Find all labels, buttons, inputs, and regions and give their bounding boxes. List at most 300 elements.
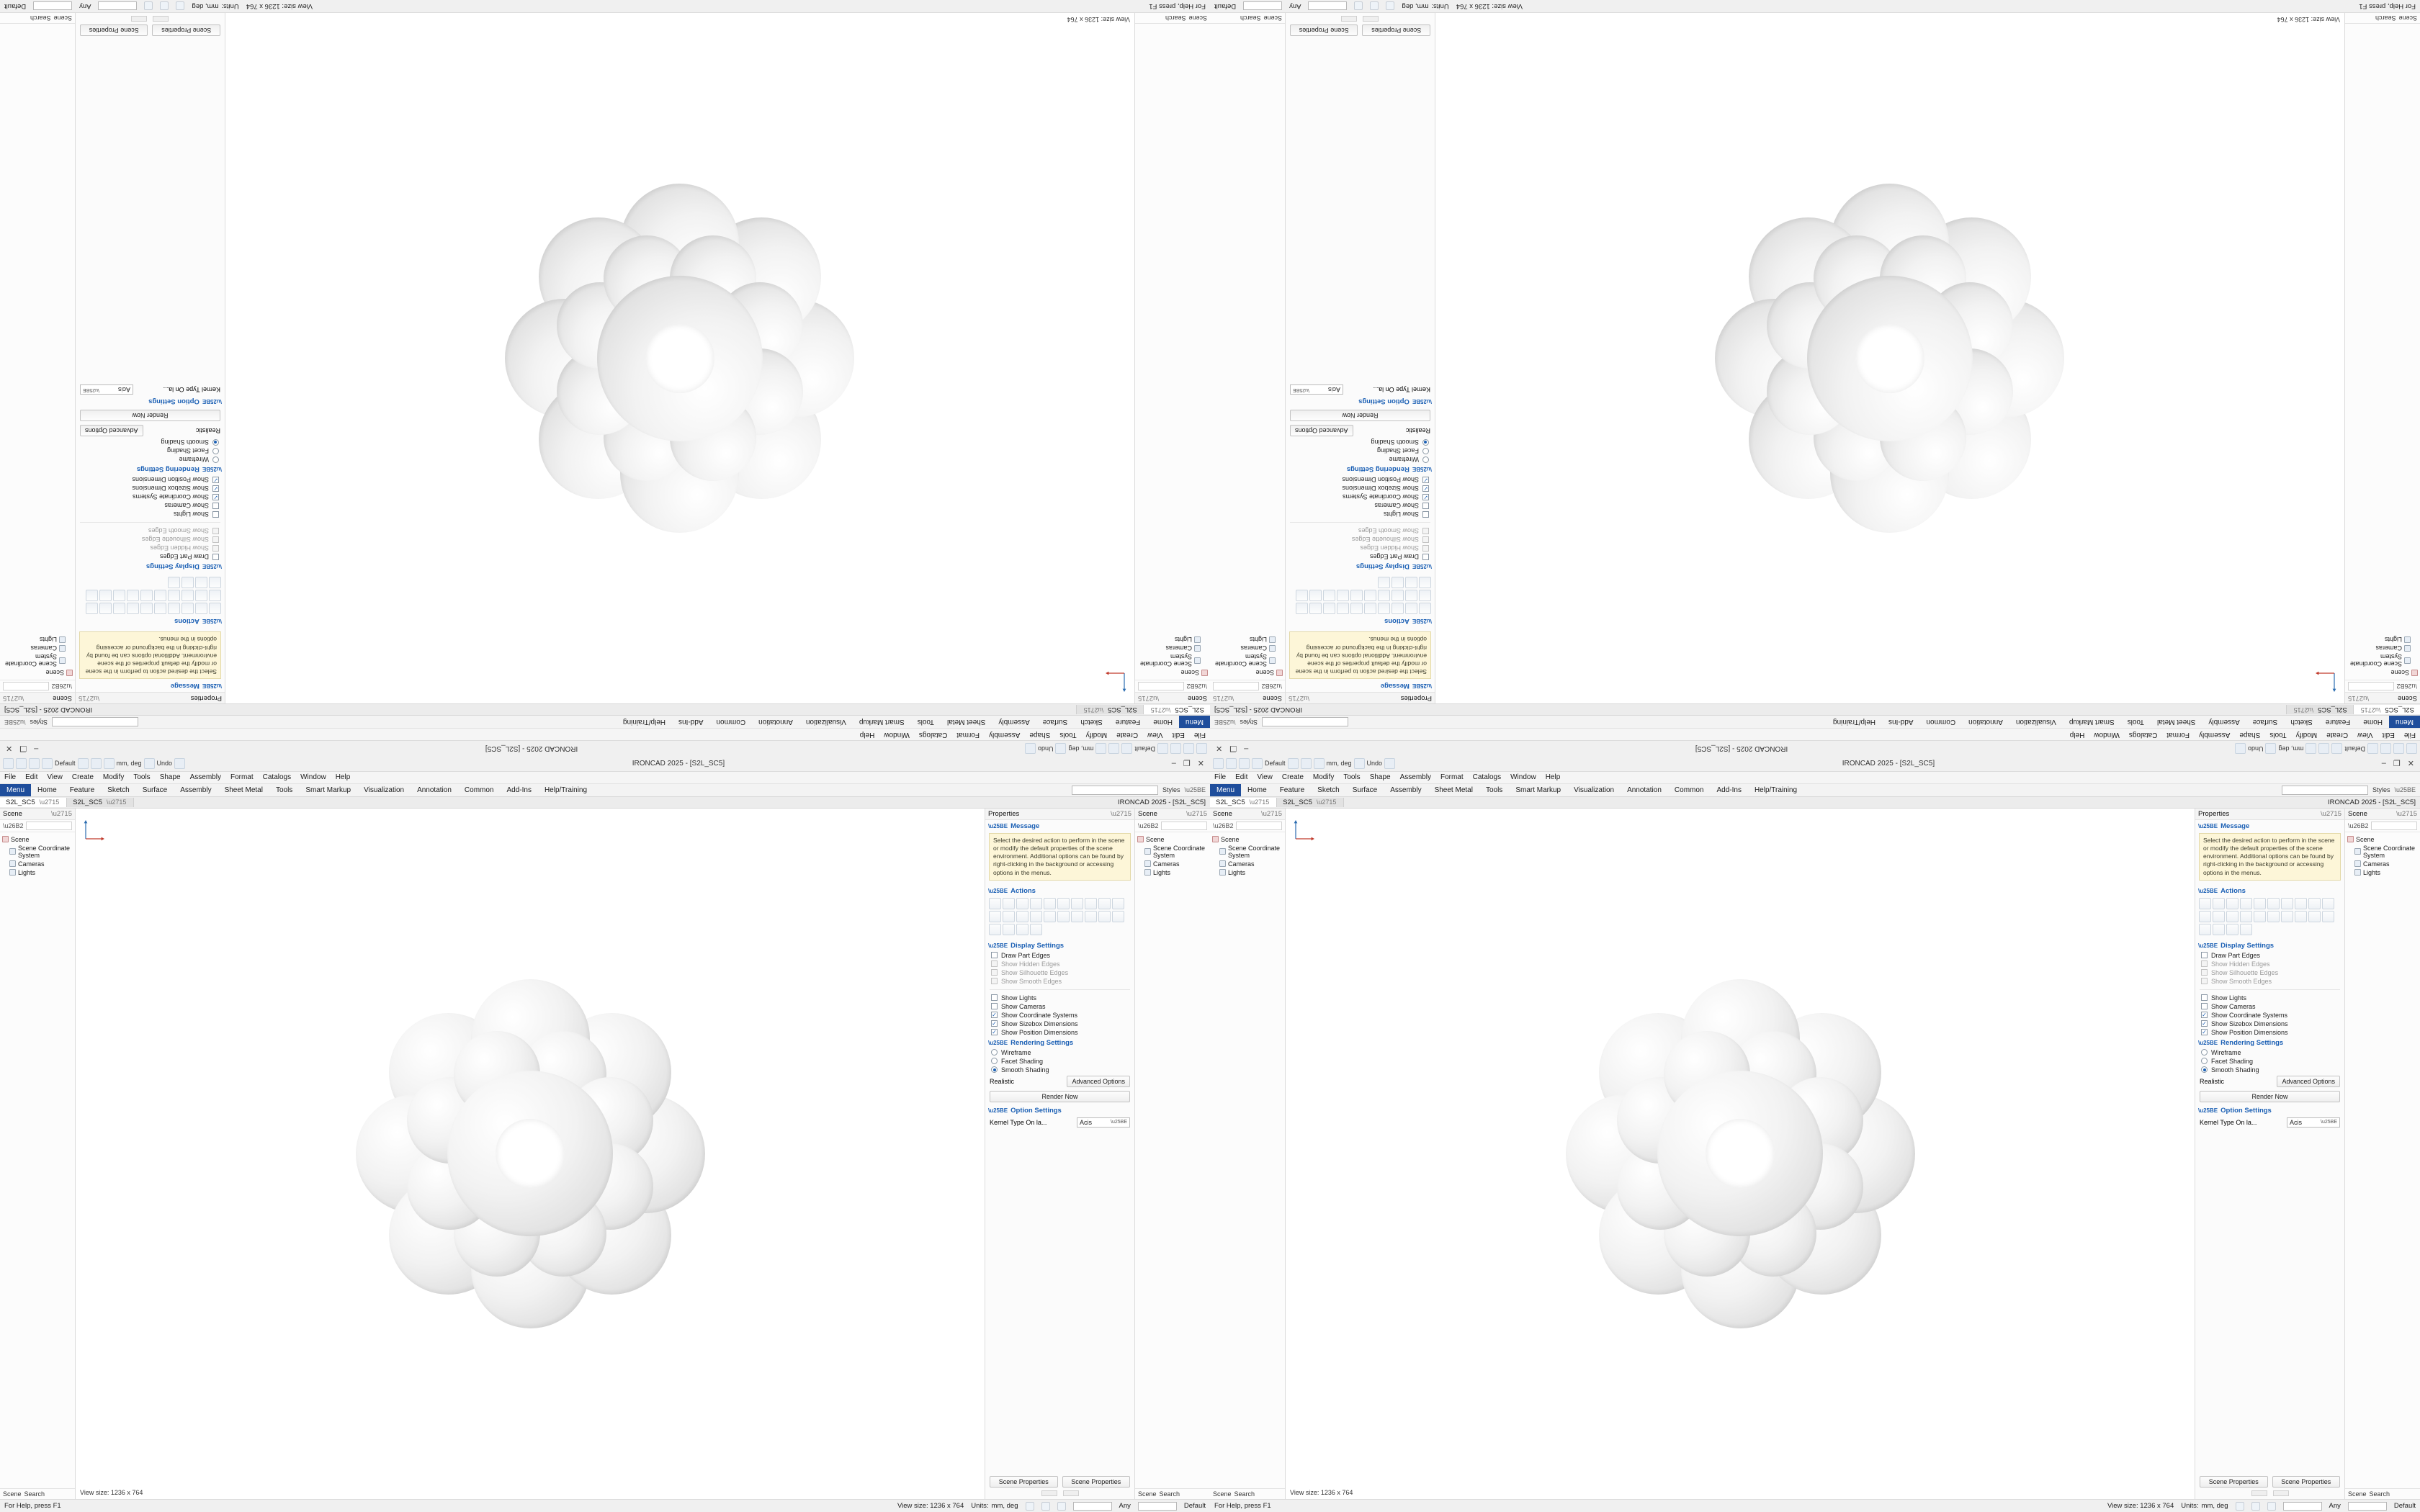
menu-item-help[interactable]: Help bbox=[335, 773, 351, 782]
open-icon[interactable] bbox=[1226, 758, 1237, 769]
tab-assembly[interactable]: Assembly bbox=[1390, 786, 1422, 794]
chevron-down-icon[interactable] bbox=[1288, 758, 1299, 769]
style-input[interactable] bbox=[1243, 1, 1282, 10]
tab-help-training[interactable]: Help/Training bbox=[544, 786, 588, 794]
new-icon[interactable] bbox=[1196, 743, 1207, 754]
checkbox[interactable] bbox=[1422, 511, 1429, 518]
chevron-down-icon[interactable]: \u25BE bbox=[202, 618, 222, 625]
loft-icon[interactable] bbox=[195, 590, 207, 601]
tree-item-lights[interactable] bbox=[2347, 868, 2418, 877]
scene-panel-right-footer[interactable] bbox=[1210, 13, 1285, 24]
tree-item-coordinate-system[interactable] bbox=[1212, 844, 1283, 860]
menu-item-view[interactable]: View bbox=[2357, 730, 2373, 739]
tab-visualization[interactable]: Visualization bbox=[805, 718, 846, 726]
advanced-options-button[interactable]: Advanced Options bbox=[80, 425, 143, 436]
mirror-icon[interactable] bbox=[2254, 898, 2266, 909]
tab-menu[interactable]: Menu bbox=[1179, 716, 1210, 728]
menu-item-edit[interactable]: Edit bbox=[1172, 730, 1185, 739]
chevron-down-icon[interactable]: \u25BE bbox=[2321, 1120, 2337, 1125]
chevron-down-icon[interactable]: \u25BE bbox=[1412, 466, 1432, 473]
footer-tab-scene[interactable]: Scene bbox=[3, 1490, 22, 1498]
dock-handle[interactable] bbox=[153, 16, 169, 22]
tab-sheet-metal[interactable]: Sheet Metal bbox=[2157, 718, 2196, 726]
dimension-icon[interactable] bbox=[1085, 911, 1097, 922]
radio[interactable] bbox=[2201, 1049, 2208, 1056]
scene-search[interactable] bbox=[2345, 680, 2420, 692]
tab-common[interactable]: Common bbox=[716, 718, 746, 726]
menu-item-create[interactable]: Create bbox=[71, 773, 94, 782]
revolve-icon[interactable] bbox=[1112, 898, 1124, 909]
scene-tree[interactable] bbox=[2345, 632, 2420, 680]
display-settings-header[interactable] bbox=[985, 940, 1134, 951]
tab-surface[interactable]: Surface bbox=[2252, 718, 2278, 726]
redo-icon[interactable] bbox=[104, 758, 115, 769]
menu-item-view[interactable]: View bbox=[1257, 773, 1273, 782]
tree-item-cameras[interactable] bbox=[2, 860, 73, 868]
ribbon-tab-bar[interactable] bbox=[1210, 784, 2420, 797]
tab-annotation[interactable]: Annotation bbox=[1627, 786, 1662, 794]
close-icon[interactable]: \u2715 bbox=[1213, 694, 1234, 703]
3d-viewport[interactable] bbox=[1435, 13, 2344, 703]
render-icon[interactable] bbox=[195, 577, 207, 588]
menu-item-tools[interactable]: Tools bbox=[1343, 773, 1361, 782]
status-units[interactable] bbox=[1402, 2, 1448, 10]
extrude-icon[interactable] bbox=[1098, 898, 1111, 909]
redo-icon[interactable] bbox=[1095, 743, 1106, 754]
menu-item-help[interactable]: Help bbox=[2069, 730, 2085, 739]
mirror-icon[interactable] bbox=[1364, 603, 1376, 614]
status-units[interactable] bbox=[2181, 1502, 2228, 1510]
undo-icon[interactable] bbox=[1108, 743, 1119, 754]
tab-feature[interactable]: Feature bbox=[1279, 786, 1305, 794]
chevron-down-icon[interactable]: \u25BE bbox=[2198, 1107, 2218, 1114]
model-flower-part[interactable] bbox=[1589, 1002, 1891, 1305]
tree-item-coordinate-system[interactable] bbox=[2347, 652, 2418, 668]
search-input[interactable] bbox=[1236, 822, 1282, 830]
menu-item-format[interactable]: Format bbox=[2166, 730, 2190, 739]
menu-item-assembly[interactable]: Assembly bbox=[189, 773, 221, 782]
footer-tab-scene[interactable]: Scene bbox=[1213, 1490, 1232, 1498]
menu-item-modify[interactable]: Modify bbox=[1312, 773, 1335, 782]
sketch-icon[interactable] bbox=[2281, 911, 2293, 922]
scene-search-right[interactable] bbox=[1135, 820, 1210, 832]
ortho-icon[interactable] bbox=[1057, 1502, 1066, 1511]
tree-item-scene[interactable] bbox=[1137, 835, 1208, 844]
chamfer-icon[interactable] bbox=[1044, 911, 1056, 922]
tree-item-cameras[interactable] bbox=[2347, 644, 2418, 652]
radio-smooth-shading[interactable] bbox=[985, 1066, 1134, 1074]
menu-item-catalogs[interactable]: Catalogs bbox=[2128, 730, 2158, 739]
menu-item-help[interactable]: Help bbox=[1545, 773, 1561, 782]
radio-wireframe[interactable] bbox=[1286, 455, 1435, 464]
open-icon[interactable] bbox=[16, 758, 27, 769]
sweep-icon[interactable] bbox=[2199, 911, 2211, 922]
window-controls[interactable] bbox=[1213, 744, 1248, 753]
scene-properties-button[interactable]: Scene Properties bbox=[1363, 24, 1431, 36]
move-icon[interactable] bbox=[1003, 898, 1015, 909]
render-now-button[interactable]: Render Now bbox=[2200, 1091, 2340, 1102]
search-input[interactable] bbox=[3, 682, 49, 690]
tab-annotation[interactable]: Annotation bbox=[758, 718, 793, 726]
display-settings-header[interactable] bbox=[76, 561, 225, 572]
radio-wireframe[interactable] bbox=[76, 455, 225, 464]
chevron-down-icon[interactable]: \u25BE bbox=[202, 398, 222, 405]
tree-item-coordinate-system[interactable] bbox=[1137, 652, 1208, 668]
tab-sketch[interactable]: Sketch bbox=[1080, 718, 1103, 726]
quick-access-toolbar[interactable] bbox=[2235, 743, 2417, 754]
grid-icon[interactable] bbox=[160, 1, 169, 10]
render-icon[interactable] bbox=[1003, 924, 1015, 935]
quick-access-toolbar[interactable] bbox=[3, 758, 185, 769]
tree-item-coordinate-system[interactable] bbox=[1137, 844, 1208, 860]
scene-search[interactable] bbox=[0, 820, 75, 832]
ortho-icon[interactable] bbox=[1354, 1, 1363, 10]
align-icon[interactable] bbox=[127, 603, 139, 614]
tab-home[interactable]: Home bbox=[1153, 718, 1173, 726]
checkbox[interactable] bbox=[212, 494, 219, 500]
camera-icon[interactable] bbox=[1016, 924, 1028, 935]
footer-tab-search[interactable]: Search bbox=[24, 1490, 45, 1498]
maximize-button[interactable]: ❐ bbox=[2393, 759, 2401, 768]
chevron-down-icon[interactable]: \u25BE bbox=[1293, 387, 1309, 392]
light-icon[interactable] bbox=[2240, 924, 2252, 935]
actions-section-header[interactable] bbox=[1286, 616, 1435, 627]
message-section-header[interactable] bbox=[76, 680, 225, 692]
chevron-down-icon[interactable]: \u25BE bbox=[988, 1107, 1008, 1114]
checkbox[interactable] bbox=[212, 511, 219, 518]
new-icon[interactable] bbox=[3, 758, 14, 769]
radio[interactable] bbox=[991, 1066, 998, 1073]
tab-surface[interactable]: Surface bbox=[1352, 786, 1378, 794]
chevron-down-icon[interactable]: \u25BE bbox=[2198, 887, 2218, 894]
option-draw-part-edges[interactable] bbox=[985, 951, 1134, 960]
footer-tab-search[interactable]: Search bbox=[1165, 14, 1186, 22]
tab-assembly[interactable]: Assembly bbox=[998, 718, 1030, 726]
tree-item-lights[interactable] bbox=[2347, 635, 2418, 644]
styles-input[interactable] bbox=[2282, 786, 2368, 795]
3d-viewport[interactable] bbox=[76, 809, 985, 1499]
status-units[interactable] bbox=[192, 2, 238, 10]
ortho-icon[interactable] bbox=[2267, 1502, 2276, 1511]
dock-handle[interactable] bbox=[132, 16, 148, 22]
dimension-icon[interactable] bbox=[113, 590, 125, 601]
option-show-sizebox-dimensions[interactable] bbox=[1286, 484, 1435, 492]
message-section-header[interactable] bbox=[985, 820, 1134, 832]
option-show-position-dimensions[interactable] bbox=[985, 1028, 1134, 1037]
document-tab-secondary[interactable] bbox=[2286, 705, 2353, 714]
tab-feature[interactable]: Feature bbox=[69, 786, 95, 794]
menu-item-modify[interactable]: Modify bbox=[102, 773, 125, 782]
select-icon[interactable] bbox=[2199, 898, 2211, 909]
close-icon[interactable]: \u2715 bbox=[3, 694, 24, 703]
scene-tree-right[interactable] bbox=[1135, 832, 1210, 880]
radio-facet-shading[interactable] bbox=[1286, 446, 1435, 455]
radio[interactable] bbox=[1422, 456, 1429, 463]
scale-icon[interactable] bbox=[1378, 603, 1390, 614]
close-icon[interactable]: \u2715 bbox=[1260, 809, 1282, 818]
save-icon[interactable] bbox=[1170, 743, 1181, 754]
render-now-button[interactable]: Render Now bbox=[1290, 410, 1430, 421]
hole-icon[interactable] bbox=[2267, 911, 2280, 922]
close-icon[interactable]: \u2715 bbox=[2348, 694, 2370, 703]
tab-help-training[interactable]: Help/Training bbox=[1754, 786, 1798, 794]
option-draw-part-edges[interactable] bbox=[76, 552, 225, 561]
section-icon[interactable] bbox=[1419, 577, 1431, 588]
footer-tab-scene[interactable]: Scene bbox=[2398, 14, 2417, 22]
checkbox[interactable] bbox=[2201, 1020, 2208, 1027]
sketch-icon[interactable] bbox=[1337, 590, 1349, 601]
search-input[interactable] bbox=[1161, 822, 1207, 830]
tree-item-scene[interactable] bbox=[2347, 668, 2418, 677]
camera-icon[interactable] bbox=[2226, 924, 2238, 935]
tab-annotation[interactable]: Annotation bbox=[417, 786, 452, 794]
constraint-icon[interactable] bbox=[1309, 590, 1322, 601]
hole-icon[interactable] bbox=[1057, 911, 1070, 922]
radio-smooth-shading[interactable] bbox=[2195, 1066, 2344, 1074]
tab-surface[interactable]: Surface bbox=[1042, 718, 1068, 726]
checkbox[interactable] bbox=[1422, 477, 1429, 483]
chevron-down-icon[interactable]: \u25BE bbox=[1412, 398, 1432, 405]
menu-bar[interactable] bbox=[0, 728, 1210, 740]
chamfer-icon[interactable] bbox=[154, 590, 166, 601]
scene-search-right[interactable] bbox=[1210, 680, 1285, 692]
option-show-cameras[interactable] bbox=[76, 501, 225, 510]
menu-item-assembly[interactable]: Assembly bbox=[1399, 773, 1431, 782]
camera-icon[interactable] bbox=[182, 577, 194, 588]
light-icon[interactable] bbox=[1030, 924, 1042, 935]
print-icon[interactable] bbox=[1252, 758, 1263, 769]
document-tab-bar[interactable] bbox=[1210, 703, 2420, 715]
chevron-down-icon[interactable]: \u25BE bbox=[2198, 1039, 2218, 1046]
kernel-type-select[interactable] bbox=[1290, 384, 1343, 395]
snap-icon[interactable] bbox=[176, 1, 184, 10]
tree-item-lights[interactable] bbox=[1212, 868, 1283, 877]
option-show-sizebox-dimensions[interactable] bbox=[985, 1020, 1134, 1028]
footer-tab-search[interactable]: Search bbox=[1234, 1490, 1255, 1498]
tab-assembly[interactable]: Assembly bbox=[2208, 718, 2240, 726]
footer-tab-search[interactable]: Search bbox=[2375, 14, 2396, 22]
chevron-down-icon[interactable]: \u25BE bbox=[4, 718, 26, 726]
radio[interactable] bbox=[1422, 439, 1429, 446]
document-tab-bar[interactable] bbox=[1210, 797, 2420, 809]
new-icon[interactable] bbox=[1213, 758, 1224, 769]
menu-item-catalogs[interactable]: Catalogs bbox=[918, 730, 948, 739]
option-show-lights[interactable] bbox=[2195, 994, 2344, 1002]
menu-item-shape[interactable]: Shape bbox=[1029, 730, 1051, 739]
option-settings-header[interactable] bbox=[76, 396, 225, 408]
option-settings-header[interactable] bbox=[1286, 396, 1435, 408]
snap-icon[interactable] bbox=[1026, 1502, 1034, 1511]
close-icon[interactable]: \u2715 bbox=[1110, 809, 1131, 818]
footer-tab-scene[interactable]: Scene bbox=[53, 14, 72, 22]
rotate-icon[interactable] bbox=[2226, 898, 2238, 909]
option-show-cameras[interactable] bbox=[2195, 1002, 2344, 1011]
model-flower-part[interactable] bbox=[379, 1002, 681, 1305]
dock-handles[interactable] bbox=[76, 13, 225, 22]
tree-item-cameras[interactable] bbox=[1212, 860, 1283, 868]
radio-smooth-shading[interactable] bbox=[1286, 438, 1435, 446]
checkbox[interactable] bbox=[991, 1012, 998, 1018]
scene-panel-right-footer[interactable] bbox=[2345, 1488, 2420, 1499]
option-show-position-dimensions[interactable] bbox=[76, 475, 225, 484]
ribbon-tab-bar[interactable] bbox=[0, 715, 1210, 728]
tree-item-scene[interactable] bbox=[2347, 835, 2418, 844]
menu-item-shape[interactable]: Shape bbox=[159, 773, 181, 782]
search-input[interactable] bbox=[2371, 822, 2417, 830]
option-show-sizebox-dimensions[interactable] bbox=[2195, 1020, 2344, 1028]
actions-icon-grid[interactable] bbox=[985, 896, 1134, 940]
radio[interactable] bbox=[212, 439, 219, 446]
radio[interactable] bbox=[212, 448, 219, 454]
menu-bar[interactable] bbox=[1210, 772, 2420, 784]
tree-item-cameras[interactable] bbox=[2347, 860, 2418, 868]
tab-sheet-metal[interactable]: Sheet Metal bbox=[1434, 786, 1473, 794]
snap-icon[interactable] bbox=[1386, 1, 1394, 10]
tree-item-scene[interactable] bbox=[1137, 668, 1208, 677]
scene-properties-button[interactable]: Scene Properties bbox=[2200, 1476, 2268, 1488]
measure-icon[interactable] bbox=[1296, 590, 1308, 601]
kernel-type-select[interactable] bbox=[80, 384, 133, 395]
grid-icon[interactable] bbox=[2251, 1502, 2260, 1511]
tab-feature[interactable]: Feature bbox=[1115, 718, 1141, 726]
rotate-icon[interactable] bbox=[182, 603, 194, 614]
option-show-cameras[interactable] bbox=[985, 1002, 1134, 1011]
chamfer-icon[interactable] bbox=[2254, 911, 2266, 922]
constraint-icon[interactable] bbox=[99, 590, 112, 601]
option-show-lights[interactable] bbox=[76, 510, 225, 518]
chevron-down-icon[interactable]: \u25BE bbox=[1412, 618, 1432, 625]
chevron-down-icon[interactable]: \u25BE bbox=[988, 887, 1008, 894]
option-show-position-dimensions[interactable] bbox=[1286, 475, 1435, 484]
close-button[interactable]: ✕ bbox=[1197, 759, 1204, 768]
radio[interactable] bbox=[1422, 448, 1429, 454]
shell-icon[interactable] bbox=[1016, 911, 1028, 922]
tab-add-ins[interactable]: Add-Ins bbox=[506, 786, 532, 794]
shell-icon[interactable] bbox=[2226, 911, 2238, 922]
tree-item-coordinate-system[interactable] bbox=[2, 844, 73, 860]
tab-annotation[interactable]: Annotation bbox=[1968, 718, 2003, 726]
loft-icon[interactable] bbox=[1003, 911, 1015, 922]
undo-icon[interactable] bbox=[1301, 758, 1312, 769]
option-show-coordinate-systems[interactable] bbox=[1286, 492, 1435, 501]
chevron-down-icon[interactable]: \u25BE bbox=[1412, 563, 1432, 570]
option-show-position-dimensions[interactable] bbox=[2195, 1028, 2344, 1037]
tab-sketch[interactable]: Sketch bbox=[2290, 718, 2313, 726]
tab-sheet-metal[interactable]: Sheet Metal bbox=[224, 786, 263, 794]
snap-icon[interactable] bbox=[2236, 1502, 2244, 1511]
tab-surface[interactable]: Surface bbox=[142, 786, 168, 794]
search-input[interactable] bbox=[1213, 682, 1259, 690]
tree-item-lights[interactable] bbox=[2, 868, 73, 877]
menu-item-file[interactable]: File bbox=[2403, 730, 2416, 739]
checkbox[interactable] bbox=[991, 952, 998, 958]
close-icon[interactable]: \u2715 bbox=[2320, 809, 2341, 818]
footer-tab-search[interactable]: Search bbox=[2369, 1490, 2390, 1498]
tab-menu[interactable]: Menu bbox=[0, 784, 31, 796]
menu-item-modify[interactable]: Modify bbox=[2295, 730, 2318, 739]
tab-add-ins[interactable]: Add-Ins bbox=[678, 718, 704, 726]
shell-icon[interactable] bbox=[182, 590, 194, 601]
tab-assembly[interactable]: Assembly bbox=[180, 786, 212, 794]
footer-tab-search[interactable]: Search bbox=[30, 14, 51, 22]
quick-access-toolbar[interactable] bbox=[1025, 743, 1207, 754]
save-icon[interactable] bbox=[29, 758, 40, 769]
search-input[interactable] bbox=[1138, 682, 1184, 690]
scene-tree[interactable] bbox=[1135, 632, 1210, 680]
dock-handle[interactable] bbox=[1063, 1490, 1079, 1496]
align-icon[interactable] bbox=[1337, 603, 1349, 614]
properties-icon[interactable] bbox=[174, 758, 185, 769]
chevron-down-icon[interactable] bbox=[1121, 743, 1132, 754]
loft-icon[interactable] bbox=[2213, 911, 2225, 922]
actions-section-header[interactable] bbox=[2195, 885, 2344, 896]
undo-icon[interactable] bbox=[2318, 743, 2329, 754]
tab-home[interactable]: Home bbox=[1247, 786, 1267, 794]
display-settings-header[interactable] bbox=[1286, 561, 1435, 572]
advanced-options-button[interactable]: Advanced Options bbox=[2277, 1076, 2340, 1087]
tab-add-ins[interactable]: Add-Ins bbox=[1888, 718, 1914, 726]
tab-sketch[interactable]: Sketch bbox=[1317, 786, 1340, 794]
scene-properties-button-2[interactable]: Scene Properties bbox=[1290, 24, 1358, 36]
dock-handle[interactable] bbox=[1041, 1490, 1057, 1496]
group-icon[interactable] bbox=[1085, 898, 1097, 909]
tab-smart-markup[interactable]: Smart Markup bbox=[2069, 718, 2115, 726]
document-tab[interactable] bbox=[1210, 798, 1277, 807]
option-show-coordinate-systems[interactable] bbox=[985, 1011, 1134, 1020]
revolve-icon[interactable] bbox=[1296, 603, 1308, 614]
menu-item-tools[interactable]: Tools bbox=[133, 773, 151, 782]
mirror-icon[interactable] bbox=[1044, 898, 1056, 909]
select-icon[interactable] bbox=[989, 898, 1001, 909]
grid-icon[interactable] bbox=[144, 758, 155, 769]
redo-icon[interactable] bbox=[1314, 758, 1325, 769]
option-show-coordinate-systems[interactable] bbox=[2195, 1011, 2344, 1020]
actions-icon-grid[interactable] bbox=[76, 572, 225, 616]
group-icon[interactable] bbox=[2295, 898, 2307, 909]
styles-input[interactable] bbox=[52, 717, 138, 726]
scene-panel-right-footer[interactable] bbox=[0, 13, 75, 24]
sketch-icon[interactable] bbox=[127, 590, 139, 601]
close-icon[interactable]: \u2715 bbox=[1083, 706, 1104, 714]
move-icon[interactable] bbox=[2213, 898, 2225, 909]
grid-icon[interactable] bbox=[1370, 1, 1379, 10]
tree-item-lights[interactable] bbox=[1137, 635, 1208, 644]
dock-handles[interactable] bbox=[985, 1490, 1134, 1499]
ribbon-tab-bar[interactable] bbox=[0, 784, 1210, 797]
array-icon[interactable] bbox=[1057, 898, 1070, 909]
hole-icon[interactable] bbox=[140, 590, 153, 601]
tab-smart-markup[interactable]: Smart Markup bbox=[1515, 786, 1561, 794]
constraint-icon[interactable] bbox=[2308, 911, 2321, 922]
array-icon[interactable] bbox=[1350, 603, 1363, 614]
menu-item-create[interactable]: Create bbox=[2326, 730, 2349, 739]
loft-icon[interactable] bbox=[1405, 590, 1417, 601]
chamfer-icon[interactable] bbox=[1364, 590, 1376, 601]
document-tab-bar[interactable] bbox=[0, 703, 1210, 715]
mirror-icon[interactable] bbox=[154, 603, 166, 614]
open-icon[interactable] bbox=[2393, 743, 2404, 754]
dock-handle[interactable] bbox=[1342, 16, 1358, 22]
revolve-icon[interactable] bbox=[2322, 898, 2334, 909]
menu-item-window[interactable]: Window bbox=[2094, 730, 2120, 739]
dimension-icon[interactable] bbox=[1323, 590, 1335, 601]
close-button[interactable]: ✕ bbox=[1216, 744, 1223, 753]
chevron-down-icon[interactable]: \u25BE bbox=[2394, 786, 2416, 794]
section-icon[interactable] bbox=[989, 924, 1001, 935]
tree-item-scene[interactable] bbox=[2, 668, 73, 677]
footer-tab-search[interactable]: Search bbox=[1159, 1490, 1180, 1498]
scene-tree-right[interactable] bbox=[2345, 832, 2420, 880]
